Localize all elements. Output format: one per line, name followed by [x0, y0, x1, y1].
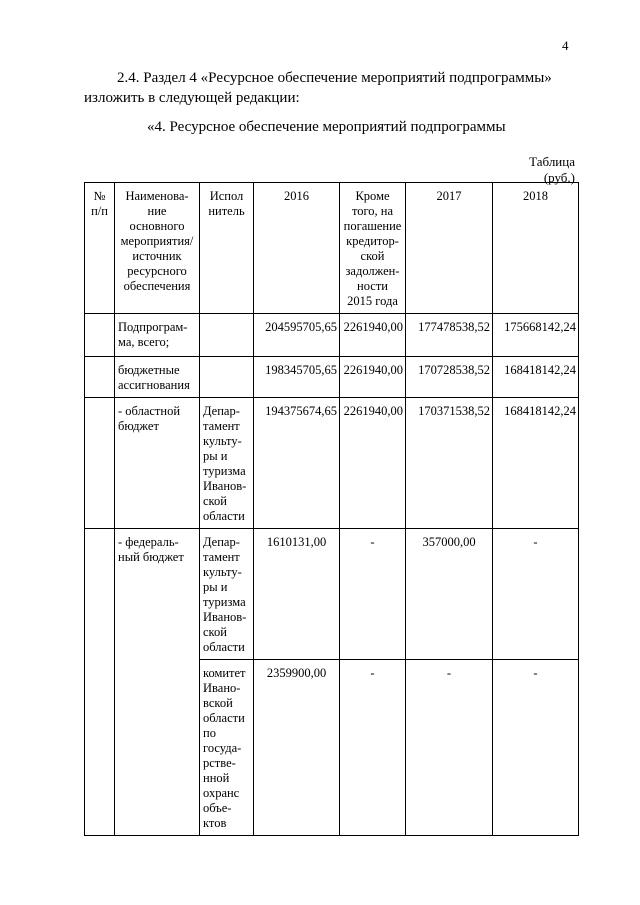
cell-line: Кроме: [355, 189, 390, 203]
cell-line: вской: [203, 696, 233, 710]
cell-num: [85, 398, 115, 529]
header-num: [85, 183, 115, 314]
cell-line: туризма: [203, 595, 246, 609]
cell-line: бюджет: [118, 419, 159, 433]
cell-line: ской: [203, 625, 227, 639]
cell-line: области: [203, 711, 245, 725]
cell-2018: -: [493, 660, 579, 836]
cell-line: ктов: [203, 816, 227, 830]
cell-line: погашение: [343, 219, 402, 233]
cell-line: нной: [203, 771, 230, 785]
cell-2017: -: [406, 660, 493, 836]
cell-line: Иванов-: [203, 479, 247, 493]
cell-2017: 357000,00: [406, 529, 493, 660]
cell-executor: [200, 529, 254, 660]
cell-2016: 204595705,65: [254, 314, 340, 357]
cell-num: [85, 314, 115, 357]
cell-line: области: [203, 640, 245, 654]
cell-2016: 198345705,65: [254, 357, 340, 398]
cell-name: [115, 529, 200, 836]
cell-line: Подпрограм-: [118, 320, 188, 334]
cell-line: основного: [129, 219, 185, 233]
intro-line-1: 2.4. Раздел 4 «Ресурсное обеспечение мероприятий подпрограммы»: [117, 70, 552, 86]
cell-line: обеспечения: [123, 279, 191, 293]
table-caption-title: Таблица: [529, 154, 575, 169]
cell-line: - федераль-: [118, 535, 179, 549]
header-name: [115, 183, 200, 314]
cell-executor: [200, 314, 254, 357]
section-heading: «4. Ресурсное обеспечение мероприятий подпрограммы: [147, 119, 506, 135]
cell-2018: -: [493, 529, 579, 660]
cell-extra: 2261940,00: [340, 357, 406, 398]
cell-line: Наименова-: [125, 189, 189, 203]
cell-2016: 2359900,00: [254, 660, 340, 836]
cell-2018: 168418142,24: [493, 398, 579, 529]
cell-line: комитет: [203, 666, 246, 680]
cell-line: задолжен-: [345, 264, 400, 278]
cell-extra: -: [340, 660, 406, 836]
cell-line: - областной: [118, 404, 181, 418]
cell-line: Иванов-: [203, 610, 247, 624]
table-header-row: [85, 183, 579, 314]
cell-name: [115, 357, 200, 398]
cell-num: [85, 529, 115, 836]
cell-2016: 194375674,65: [254, 398, 340, 529]
cell-line: того, на: [351, 204, 394, 218]
cell-extra: 2261940,00: [340, 398, 406, 529]
cell-line: Депар-: [203, 404, 240, 418]
cell-line: Испол: [209, 189, 244, 203]
cell-num: [85, 357, 115, 398]
resource-table: [84, 182, 579, 836]
cell-line: источник: [132, 249, 182, 263]
header-2018: 2018: [493, 183, 579, 314]
intro-paragraph: [84, 68, 577, 108]
cell-line: тамент: [203, 419, 240, 433]
cell-line: кредитор-: [346, 234, 399, 248]
header-2017: 2017: [406, 183, 493, 314]
cell-line: ма, всего;: [118, 335, 170, 349]
cell-line: 2015 года: [347, 294, 398, 308]
cell-line: мероприятия/: [120, 234, 194, 248]
cell-executor: [200, 398, 254, 529]
cell-executor: [200, 357, 254, 398]
cell-line: туризма: [203, 464, 246, 478]
cell-line: нитель: [208, 204, 245, 218]
cell-line: ный бюджет: [118, 550, 184, 564]
cell-2017: 177478538,52: [406, 314, 493, 357]
cell-line: тамент: [203, 550, 240, 564]
cell-2017: 170728538,52: [406, 357, 493, 398]
cell-line: области: [203, 509, 245, 523]
cell-2017: 170371538,52: [406, 398, 493, 529]
cell-line: культу-: [203, 565, 242, 579]
cell-name: [115, 398, 200, 529]
intro-line-2: изложить в следующей редакции:: [84, 90, 300, 106]
cell-line: ской: [203, 494, 227, 508]
cell-line: культу-: [203, 434, 242, 448]
cell-line: п/п: [91, 204, 108, 218]
cell-line: ресурсного: [127, 264, 187, 278]
cell-extra: -: [340, 529, 406, 660]
cell-line: охранс: [203, 786, 240, 800]
cell-line: госуда-: [203, 741, 242, 755]
header-2016: 2016: [254, 183, 340, 314]
cell-line: объе-: [203, 801, 232, 815]
cell-line: ры и: [203, 580, 228, 594]
cell-name: [115, 314, 200, 357]
cell-2018: 168418142,24: [493, 357, 579, 398]
cell-line: Депар-: [203, 535, 240, 549]
table-caption-unit: (руб.): [543, 170, 575, 185]
cell-2018: 175668142,24: [493, 314, 579, 357]
cell-line: бюджетные: [118, 363, 180, 377]
header-extra: [340, 183, 406, 314]
cell-line: ры и: [203, 449, 228, 463]
table-row: [85, 398, 579, 529]
cell-line: №: [93, 189, 106, 203]
cell-line: ние: [147, 204, 167, 218]
cell-line: Ивано-: [203, 681, 241, 695]
page-number: 4: [562, 38, 569, 53]
table-row: [85, 357, 579, 398]
cell-extra: 2261940,00: [340, 314, 406, 357]
cell-line: по: [203, 726, 216, 740]
table-row: [85, 529, 579, 660]
table-row: [85, 314, 579, 357]
cell-line: ности: [357, 279, 388, 293]
cell-executor: [200, 660, 254, 836]
cell-line: ассигнования: [118, 378, 190, 392]
cell-line: ской: [360, 249, 385, 263]
header-executor: [200, 183, 254, 314]
cell-2016: 1610131,00: [254, 529, 340, 660]
cell-line: рстве-: [203, 756, 236, 770]
